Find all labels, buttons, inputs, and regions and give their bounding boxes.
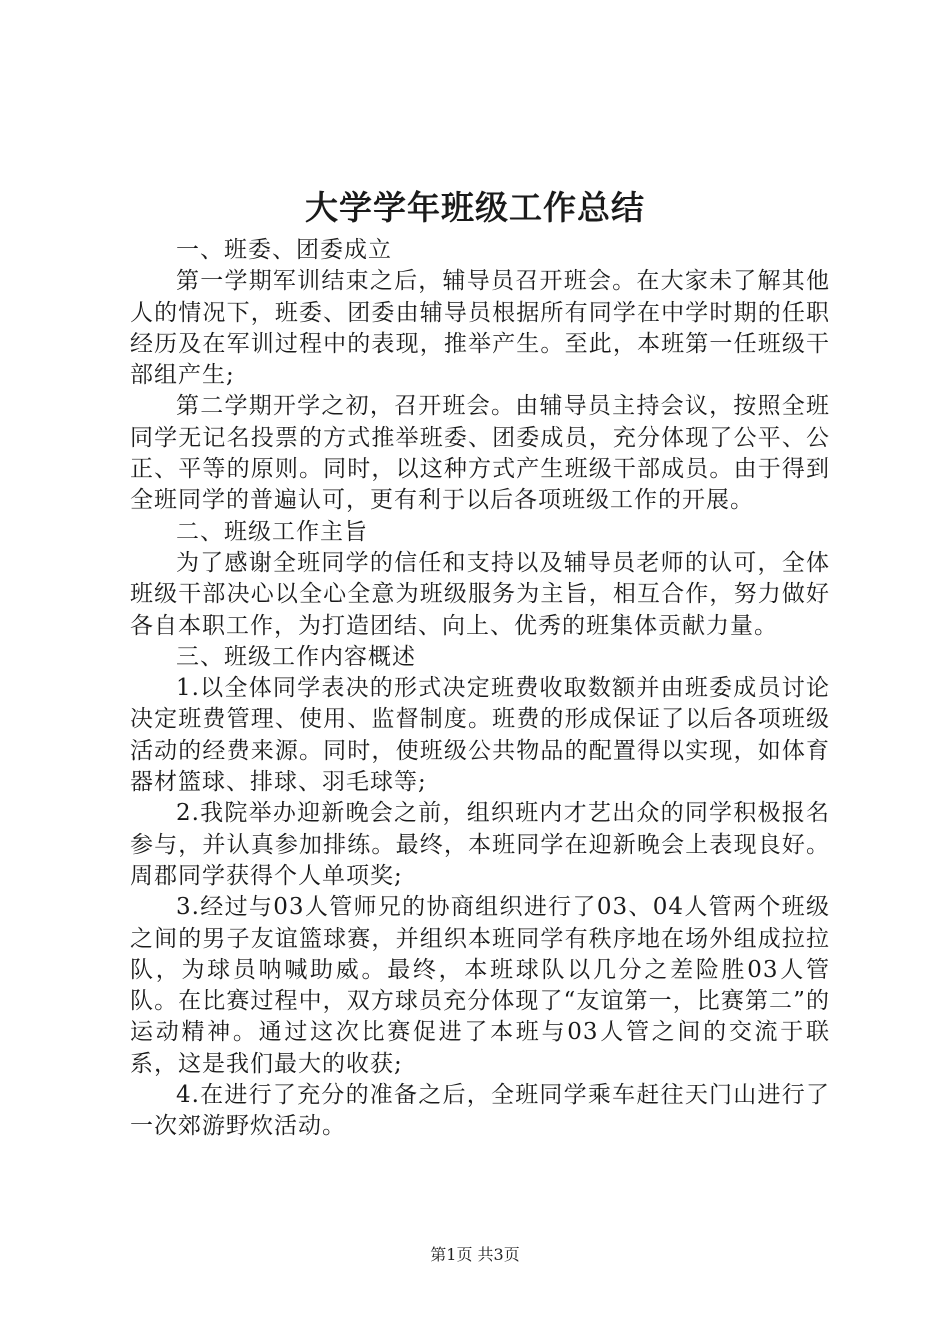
paragraph: 为了感谢全班同学的信任和支持以及辅导员老师的认可，全体班级干部决心以全心全意为班级服务为主旨，相互合作，努力做好各自本职工作，为打造团结、向上、优秀的班集体贡献力量。 (130, 549, 830, 639)
list-item: 4.在进行了充分的准备之后，全班同学乘车赶往天门山进行了一次郊游野炊活动。 (130, 1082, 830, 1140)
document-body (130, 235, 830, 1143)
paragraph: 第二学期开学之初，召开班会。由辅导员主持会议，按照全班同学无记名投票的方式推举班委、团委成员，充分体现了公平、公正、平等的原则。同时，以这种方式产生班级干部成员。由于得到全班同学的普遍认可，更有利于以后各项班级工作的开展。 (130, 393, 830, 514)
document-title: 大学学年班级工作总结 (305, 188, 645, 227)
section-heading-1: 一、班委、团委成立 (176, 237, 392, 263)
list-item: 2.我院举办迎新晚会之前，组织班内才艺出众的同学积极报名参与，并认真参加排练。最终，本班同学在迎新晚会上表现良好。周郡同学获得个人单项奖; (130, 800, 830, 889)
page-number-footer: 第1页 共3页 (430, 1245, 520, 1264)
section-heading-2: 二、班级工作主旨 (176, 518, 368, 545)
section-heading-3: 三、班级工作内容概述 (176, 643, 416, 670)
list-item: 3.经过与03人管师兄的协商组织进行了03、04人管两个班级之间的男子友谊篮球赛，并组织本班同学有秩序地在场外组成拉拉队，为球员呐喊助威。最终，本班球队以几分之差险胜03人管队。在比赛过程中，双方球员充分体现了“友谊第一，比赛第二”的运动精神。通过这次比赛促进了本班与03人管之间的交流于联系，这是我们最大的收获; (130, 894, 830, 1077)
paragraph: 第一学期军训结束之后，辅导员召开班会。在大家未了解其他人的情况下，班委、团委由辅导员根据所有同学在中学时期的任职经历及在军训过程中的表现，推举产生。至此，本班第一任班级干部组产生; (130, 268, 830, 389)
list-item: 1.以全体同学表决的形式决定班费收取数额并由班委成员讨论决定班费管理、使用、监督制度。班费的形成保证了以后各项班级活动的经费来源。同时，使班级公共物品的配置得以实现，如体育器材篮球、排球、羽毛球等; (130, 675, 830, 796)
